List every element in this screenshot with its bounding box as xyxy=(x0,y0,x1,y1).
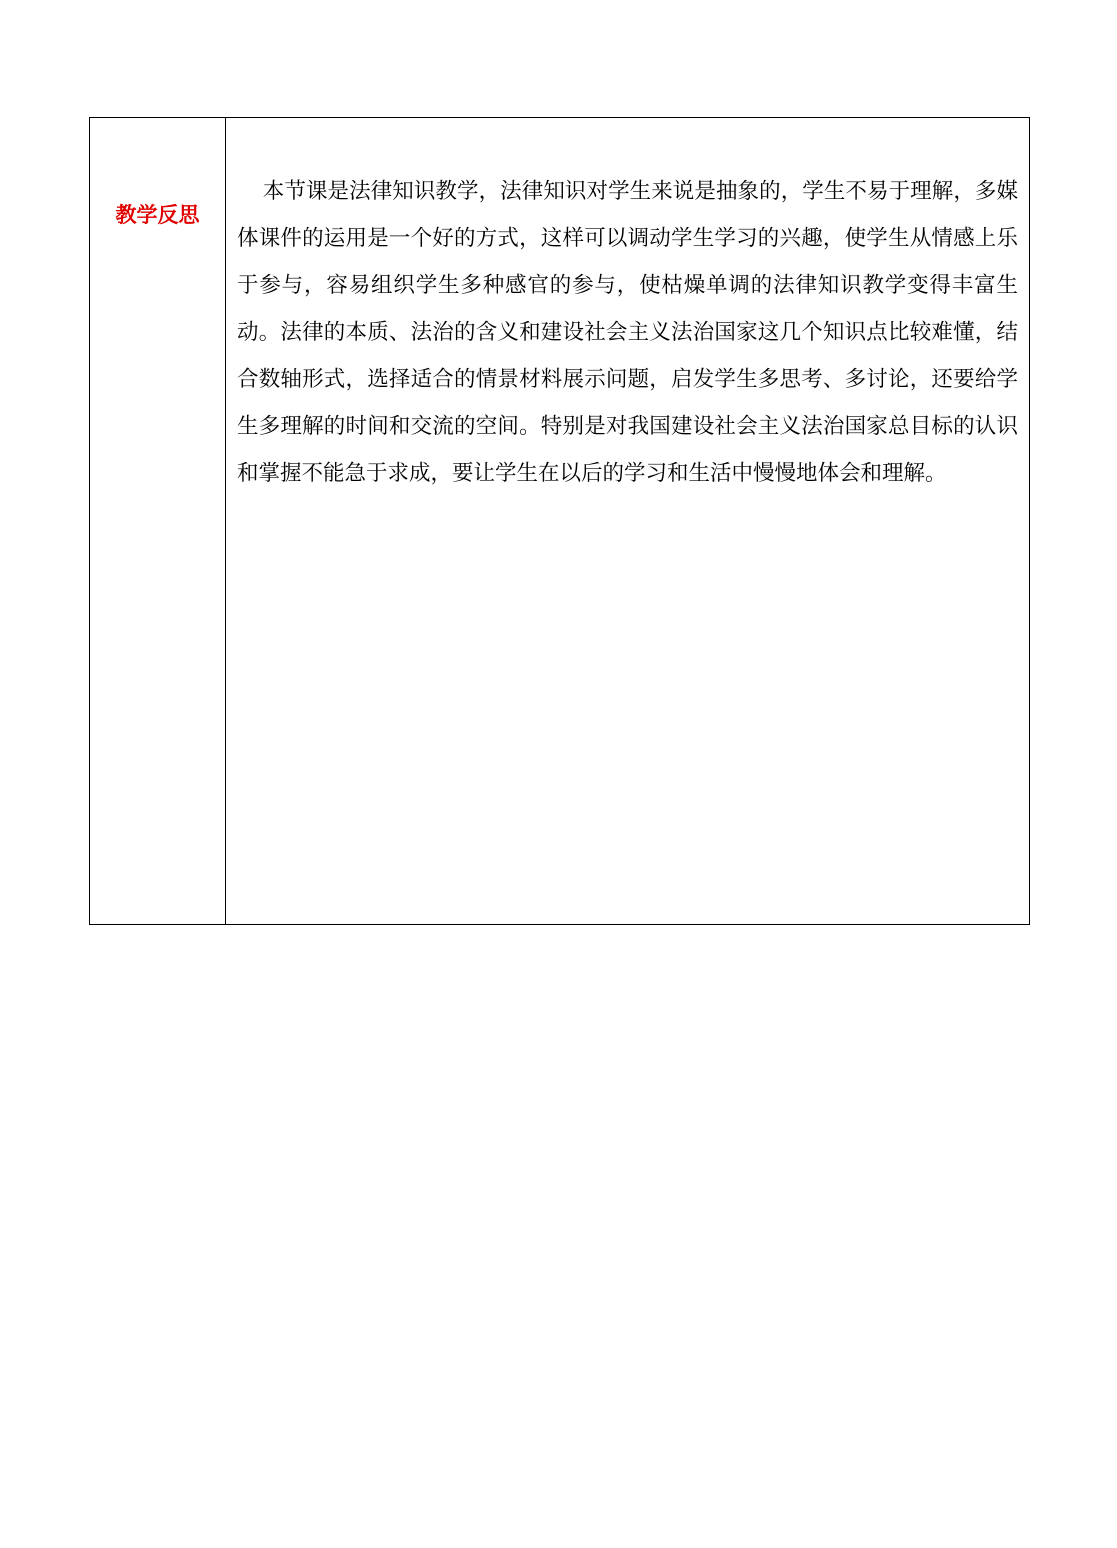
label-cell xyxy=(90,118,226,925)
content-cell xyxy=(226,118,1030,925)
reflection-paragraph: 本节课是法律知识教学，法律知识对学生来说是抽象的，学生不易于理解，多媒体课件的运用是一个好的方式，这样可以调动学生学习的兴趣，使学生从情感上乐于参与，容易组织学生多种感官的参与，使枯燥单调的法律知识教学变得丰富生动。法律的本质、法治的含义和建设社会主义法治国家这几个知识点比较难懂，结合数轴形式，选择适合的情景材料展示问题，启发学生多思考、多讨论，还要给学生多理解的时间和交流的空间。特别是对我国建设社会主义法治国家总目标的认识和掌握不能急于求成，要让学生在以后的学习和生活中慢慢地体会和理解。 xyxy=(237,179,1018,486)
reflection-table xyxy=(89,117,1030,925)
table-row xyxy=(90,118,1030,925)
section-label: 教学反思 xyxy=(115,203,200,227)
